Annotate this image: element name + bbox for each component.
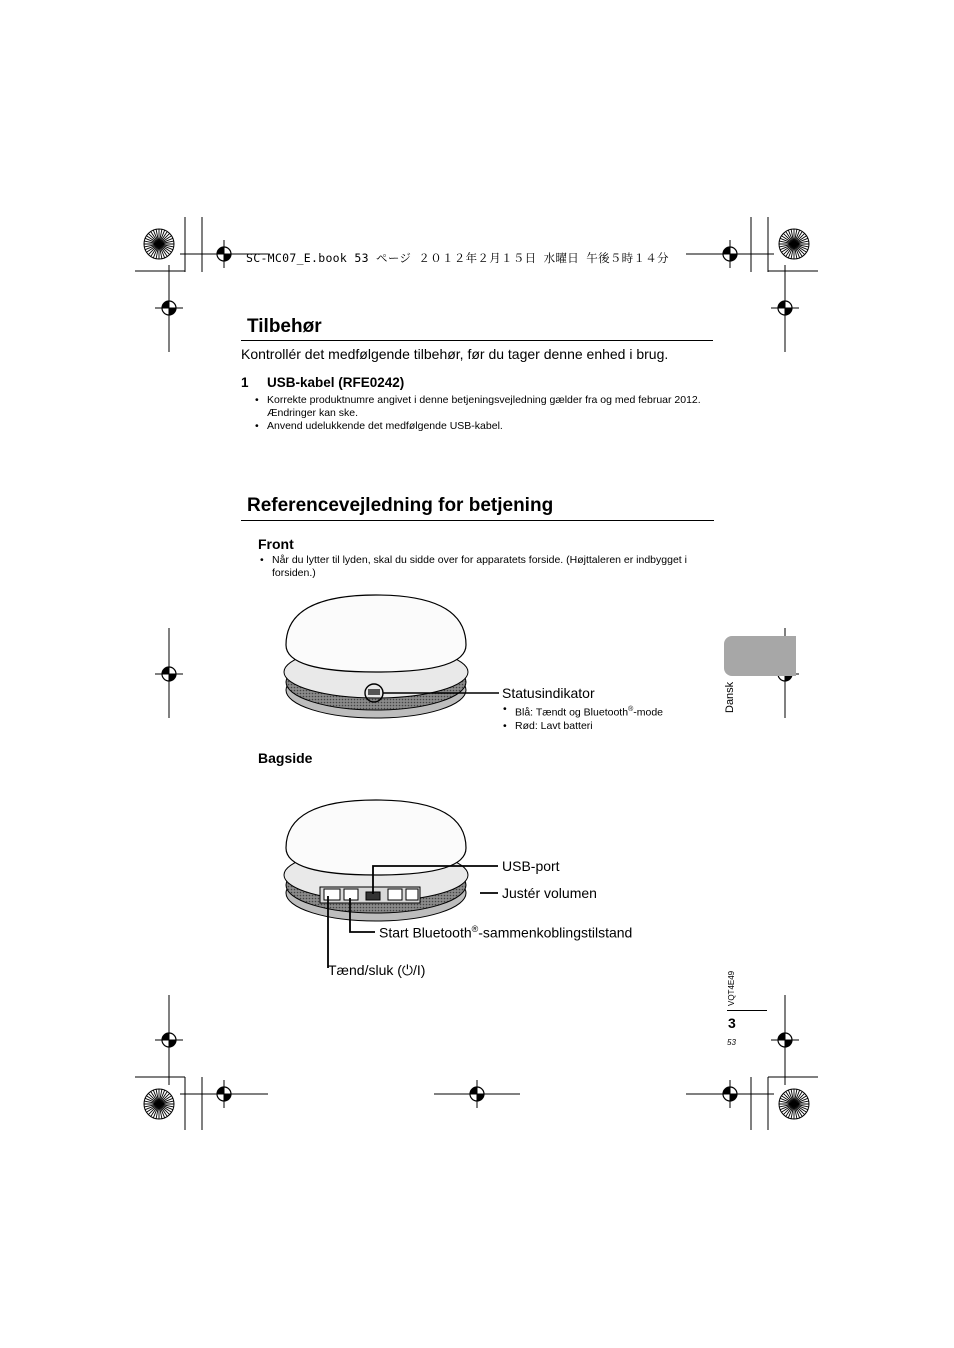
power-icon: ⏻: [401, 963, 413, 979]
footer-rule: [727, 1010, 767, 1011]
note-item: • Anvend udelukkende det medfølgende USB-kabel.: [254, 420, 704, 433]
language-label: Dansk: [724, 681, 736, 713]
print-header: SC-MC07_E.book 53 ページ ２０１２年２月１５日 水曜日 午後５時１４分: [246, 251, 669, 265]
speaker-front-illustration: [278, 590, 478, 720]
front-notes: [259, 554, 709, 580]
doc-code: VQT4E49: [727, 970, 736, 1006]
front-heading: Front: [258, 536, 294, 552]
volume-label: Justér volumen: [502, 885, 597, 901]
language-tab: [724, 636, 796, 676]
back-leader-lines: [320, 860, 510, 975]
note-item: • Når du lytter til lyden, skal du sidde over for apparatets forside. (Højttaleren er indbygget i forsiden.): [259, 554, 709, 580]
status-notes: [502, 703, 702, 733]
status-indicator-label: Statusindikator: [502, 685, 595, 701]
item-title: USB-kabel (RFE0242): [267, 375, 405, 390]
power-label: Tænd/sluk (⏻/I): [328, 962, 426, 979]
usb-port-label: USB-port: [502, 858, 560, 874]
accessory-item: [241, 375, 404, 390]
section-title-tilbehor: Tilbehør: [247, 316, 322, 337]
intro-text: Kontrollér det medfølgende tilbehør, før du tager denne enhed i brug.: [241, 346, 669, 362]
section-rule: [241, 520, 714, 521]
status-note-red: • Rød: Lavt batteri: [502, 720, 702, 733]
note-item: • Korrekte produktnumre angivet i denne betjeningsvejledning gælder fra og med februar 2012. Ændringer kan ske.: [254, 394, 704, 420]
bluetooth-pairing-label: Start Bluetooth®-sammenkoblingstilstand: [379, 924, 633, 941]
section-title-reference: Referencevejledning for betjening: [247, 495, 554, 516]
item-number: 1: [241, 375, 249, 390]
book-page-number: 53: [727, 1038, 736, 1047]
accessory-notes: [254, 394, 704, 433]
status-note-blue: • Blå: Tændt og Bluetooth®-mode: [502, 703, 702, 720]
section-rule: [241, 340, 713, 341]
page-number: 3: [728, 1015, 736, 1031]
back-heading: Bagside: [258, 750, 313, 766]
status-leader-line: [383, 680, 503, 700]
